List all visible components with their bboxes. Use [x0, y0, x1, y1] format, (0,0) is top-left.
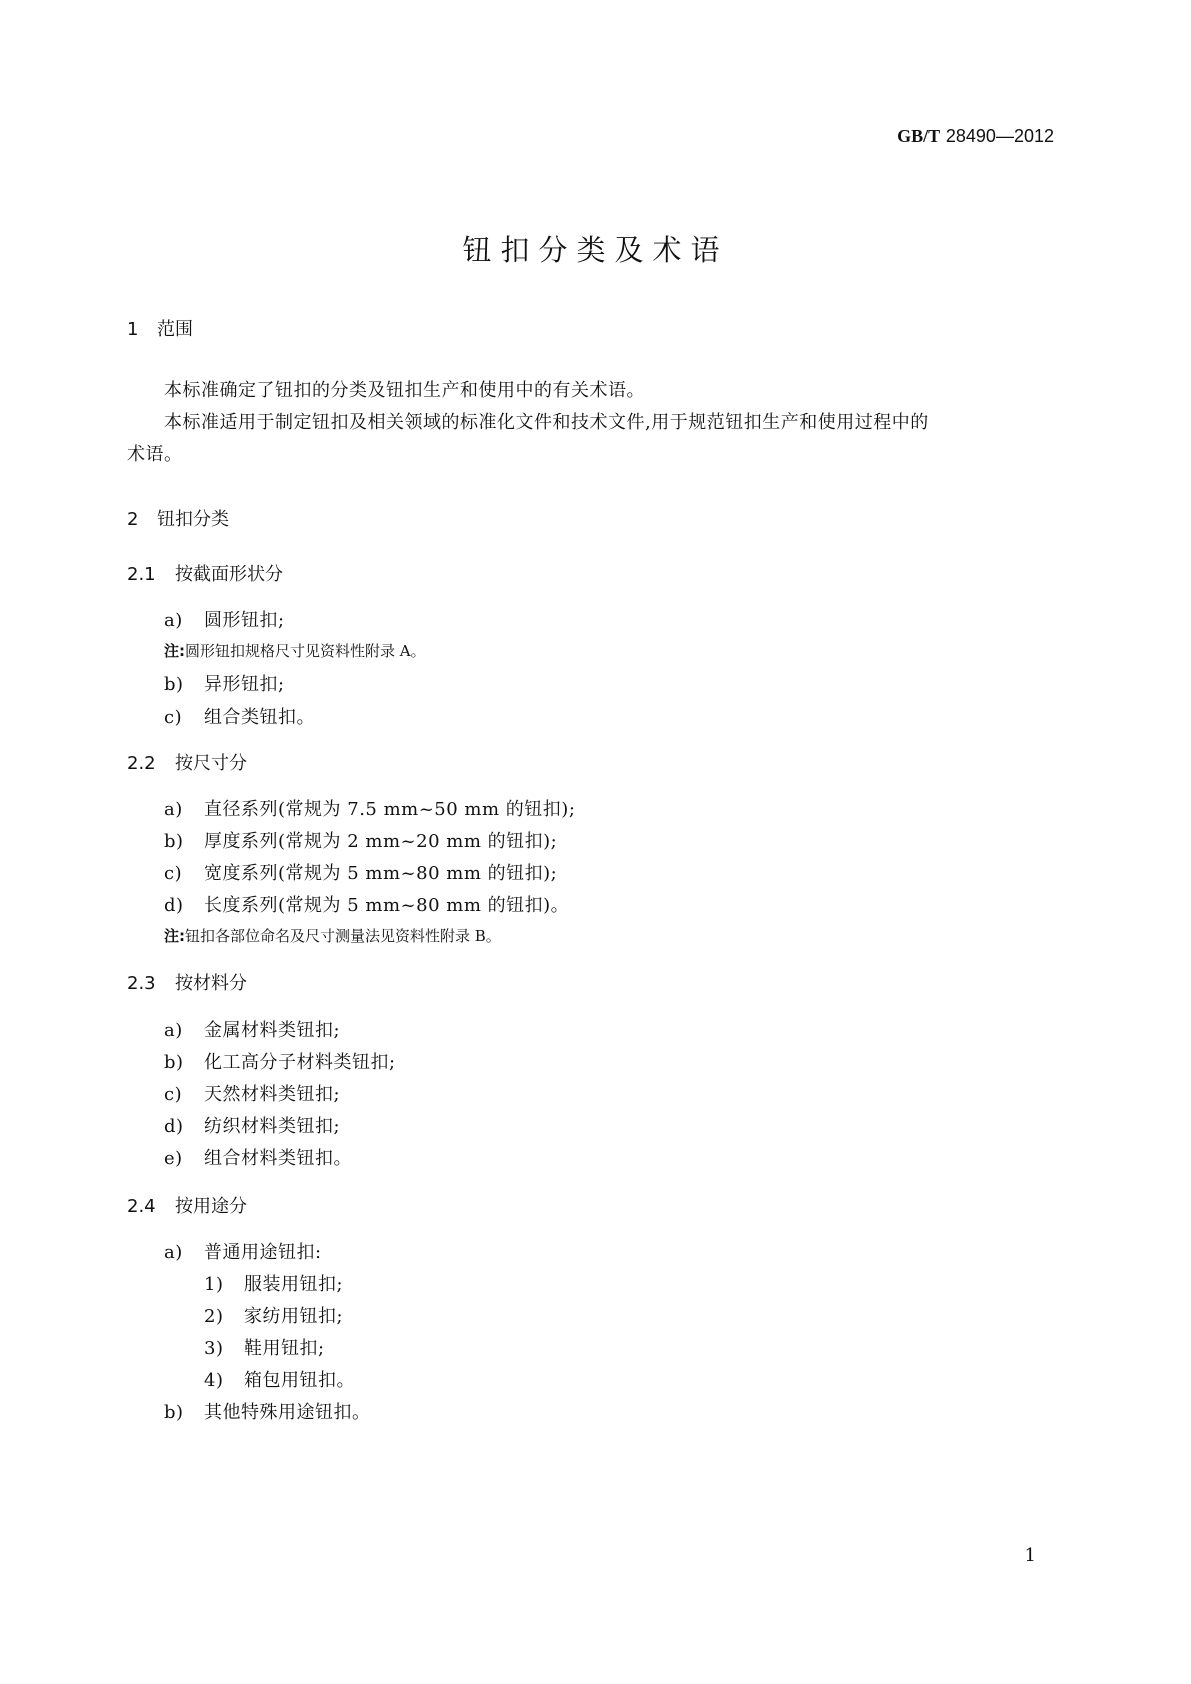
section-1-heading: [127, 315, 193, 341]
section-title: 钮扣分类: [157, 509, 229, 530]
list-item: d) 纺织材料类钮扣;: [164, 1116, 341, 1137]
subsection-2-2-heading: [127, 749, 247, 775]
sub-list-item: 3) 鞋用钮扣;: [204, 1338, 325, 1359]
paragraph: 本标准确定了钮扣的分类及钮扣生产和使用中的有关术语。: [164, 380, 645, 401]
section-number: 2: [127, 509, 139, 530]
list-item: a) 直径系列(常规为 7.5 mm~50 mm 的钮扣);: [164, 799, 576, 820]
list-item: a) 普通用途钮扣:: [164, 1242, 322, 1263]
note: 注:钮扣各部位命名及尺寸测量法见资料性附录 B。: [164, 927, 501, 945]
standard-number: 28490—2012: [945, 126, 1054, 146]
paragraph: 本标准适用于制定钮扣及相关领域的标准化文件和技术文件,用于规范钮扣生产和使用过程中的: [164, 412, 929, 433]
note: 注:圆形钮扣规格尺寸见资料性附录 A。: [164, 642, 426, 660]
list-item: b) 化工高分子材料类钮扣;: [164, 1052, 396, 1073]
section-title: 按尺寸分: [175, 753, 247, 774]
section-number: 2.4: [127, 1196, 156, 1217]
standard-prefix: GB/T: [897, 126, 941, 146]
subsection-2-3-heading: [127, 969, 247, 995]
section-title: 按截面形状分: [175, 564, 283, 585]
section-number: 2.3: [127, 973, 156, 994]
list-item: c) 宽度系列(常规为 5 mm~80 mm 的钮扣);: [164, 863, 558, 884]
sub-list-item: 2) 家纺用钮扣;: [204, 1306, 344, 1327]
list-item: c) 组合类钮扣。: [164, 707, 315, 728]
list-item: e) 组合材料类钮扣。: [164, 1148, 352, 1169]
paragraph: 术语。: [127, 444, 183, 465]
section-2-heading: [127, 505, 229, 531]
standard-code: [897, 126, 1054, 147]
section-number: 2.1: [127, 564, 156, 585]
section-title: 按用途分: [175, 1196, 247, 1217]
page-number: 1: [1024, 1545, 1036, 1566]
section-number: 1: [127, 319, 139, 340]
list-item: a) 圆形钮扣;: [164, 610, 285, 631]
list-item: b) 异形钮扣;: [164, 674, 285, 695]
section-title: 按材料分: [175, 973, 247, 994]
section-title: 范围: [157, 319, 193, 340]
document-title: 钮扣分类及术语: [462, 233, 729, 267]
section-number: 2.2: [127, 753, 156, 774]
sub-list-item: 1) 服装用钮扣;: [204, 1274, 344, 1295]
list-item: a) 金属材料类钮扣;: [164, 1020, 341, 1041]
sub-list-item: 4) 箱包用钮扣。: [204, 1370, 355, 1391]
list-item: b) 厚度系列(常规为 2 mm~20 mm 的钮扣);: [164, 831, 558, 852]
list-item: b) 其他特殊用途钮扣。: [164, 1402, 371, 1423]
list-item: d) 长度系列(常规为 5 mm~80 mm 的钮扣)。: [164, 895, 570, 916]
subsection-2-4-heading: [127, 1192, 247, 1218]
list-item: c) 天然材料类钮扣;: [164, 1084, 341, 1105]
subsection-2-1-heading: [127, 560, 283, 586]
